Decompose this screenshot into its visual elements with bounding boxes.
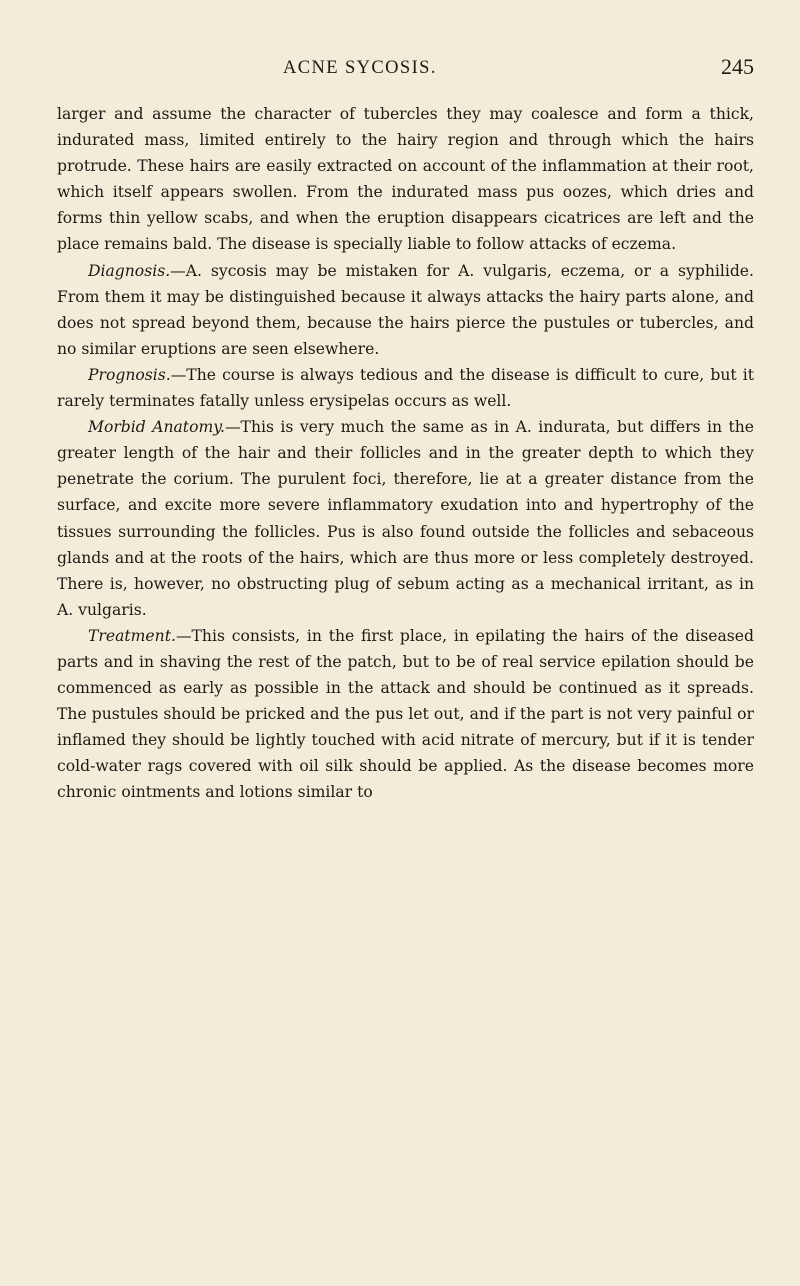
paragraph-text: —This consists, in the first place, in epilating the hairs of the diseased parts and in shaving the rest of the patch, but to be of real service epilation should be commenced as early as possible in the attack and should be continued as it spreads. The pustules should be pricked and the pus let out, and if the part is not very painful or inflamed they should be lightly touched with acid nitrate of mercury, but if it is tender cold-water rags covered with oil silk should be applied. As the disease becomes more chronic ointments and lotions similar to — [57, 626, 754, 802]
body-text — [57, 101, 754, 806]
running-title: ACNE SYCOSIS. — [283, 58, 437, 78]
running-head — [57, 52, 754, 82]
section-heading-diagnosis: Diagnosis. — [88, 261, 171, 280]
paragraph-text: larger and assume the character of tubercles they may coalesce and form a thick, indurated mass, limited entirely to the hairy region and through which the hairs protrude. These hairs are easily extracted on account of the inflammation at their root, which itself appears swollen. From the indurated mass pus oozes, which dries and forms thin yellow scabs, and when the eruption disappears cicatrices are left and the place remains bald. The disease is specially liable to follow attacks of eczema. — [57, 105, 754, 254]
section-heading-prognosis: Prognosis. — [88, 365, 171, 384]
paragraph-continuation — [57, 101, 754, 258]
section-heading-morbid-anatomy: Morbid Anatomy. — [88, 418, 225, 437]
paragraph-text: —A. sycosis may be mistaken for A. vulgaris, eczema, or a syphilide. From them it may be distinguished because it always attacks the hairy parts alone, and does not spread beyond them, because the hairs pierce the pustules or tubercles, and no similar eruptions are seen elsewhere. — [57, 261, 754, 358]
page-number: 245 — [721, 54, 754, 79]
paragraph-text: —The course is always tedious and the disease is difficult to cure, but it rarely terminates fatally unless erysipelas occurs as well. — [57, 365, 754, 411]
paragraph-morbid-anatomy — [57, 414, 754, 623]
paragraph-diagnosis — [57, 258, 754, 362]
paragraph-prognosis — [57, 362, 754, 414]
section-heading-treatment: Treatment. — [88, 626, 176, 645]
paragraph-treatment — [57, 623, 754, 806]
paragraph-text: —This is very much the same as in A. indurata, but differs in the greater length of the hair and their follicles and in the greater depth to which they penetrate the corium. The purulent foci, therefore, lie at a greater distance from the surface, and excite more severe inflammatory exudation into and hypertrophy of the tissues surrounding the follicles. Pus is also found outside the follicles and sebaceous glands and at the roots of the hairs, which are thus more or less completely destroyed. There is, however, no obstructing plug of sebum acting as a mechanical irritant, as in A. vulgaris. — [57, 418, 754, 619]
